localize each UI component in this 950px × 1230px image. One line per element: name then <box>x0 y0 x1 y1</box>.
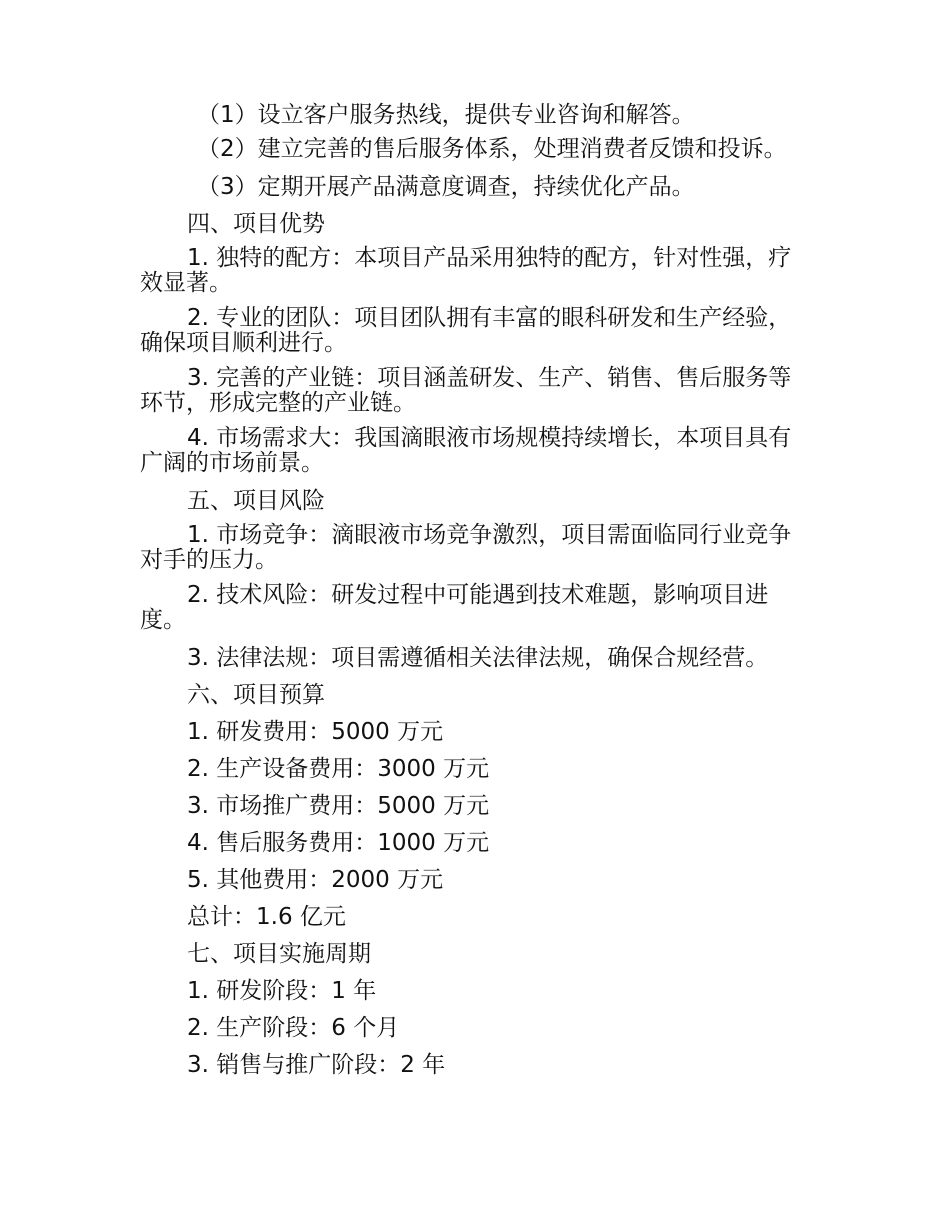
service-item-2: （2）建立完善的售后服务体系，处理消费者反馈和投诉。 <box>197 136 787 162</box>
advantage-item-4: 4. 市场需求大：我国滴眼液市场规模持续增长，本项目具有广阔的市场前景。 <box>140 425 792 476</box>
risk-item-2: 2. 技术风险：研发过程中可能遇到技术难题，影响项目进度。 <box>140 582 769 633</box>
service-item-3: （3）定期开展产品满意度调查，持续优化产品。 <box>197 174 695 200</box>
schedule-item-3: 3. 销售与推广阶段：2 年 <box>187 1052 446 1078</box>
risk-item-3: 3. 法律法规：项目需遵循相关法律法规，确保合规经营。 <box>187 645 769 671</box>
section-heading-risks: 五、项目风险 <box>187 488 325 514</box>
document-body <box>140 100 812 1087</box>
section-heading-advantages: 四、项目优势 <box>187 211 325 237</box>
schedule-item-2: 2. 生产阶段：6 个月 <box>187 1015 400 1041</box>
budget-item-4: 4. 售后服务费用：1000 万元 <box>187 830 490 856</box>
budget-item-2: 2. 生产设备费用：3000 万元 <box>187 756 490 782</box>
budget-total: 总计：1.6 亿元 <box>187 904 346 930</box>
advantage-item-2: 2. 专业的团队：项目团队拥有丰富的眼科研发和生产经验，确保项目顺利进行。 <box>140 305 792 356</box>
schedule-item-1: 1. 研发阶段：1 年 <box>187 978 377 1004</box>
advantage-item-1: 1. 独特的配方：本项目产品采用独特的配方，针对性强，疗效显著。 <box>140 245 792 296</box>
service-item-1: （1）设立客户服务热线，提供专业咨询和解答。 <box>197 102 695 128</box>
risk-item-1: 1. 市场竞争：滴眼液市场竞争激烈，项目需面临同行业竞争对手的压力。 <box>140 522 792 573</box>
advantage-item-3: 3. 完善的产业链：项目涵盖研发、生产、销售、售后服务等环节，形成完整的产业链。 <box>140 365 792 416</box>
budget-item-3: 3. 市场推广费用：5000 万元 <box>187 793 490 819</box>
budget-item-5: 5. 其他费用：2000 万元 <box>187 867 444 893</box>
section-heading-budget: 六、项目预算 <box>187 682 325 708</box>
budget-item-1: 1. 研发费用：5000 万元 <box>187 719 444 745</box>
section-heading-schedule: 七、项目实施周期 <box>187 941 371 967</box>
